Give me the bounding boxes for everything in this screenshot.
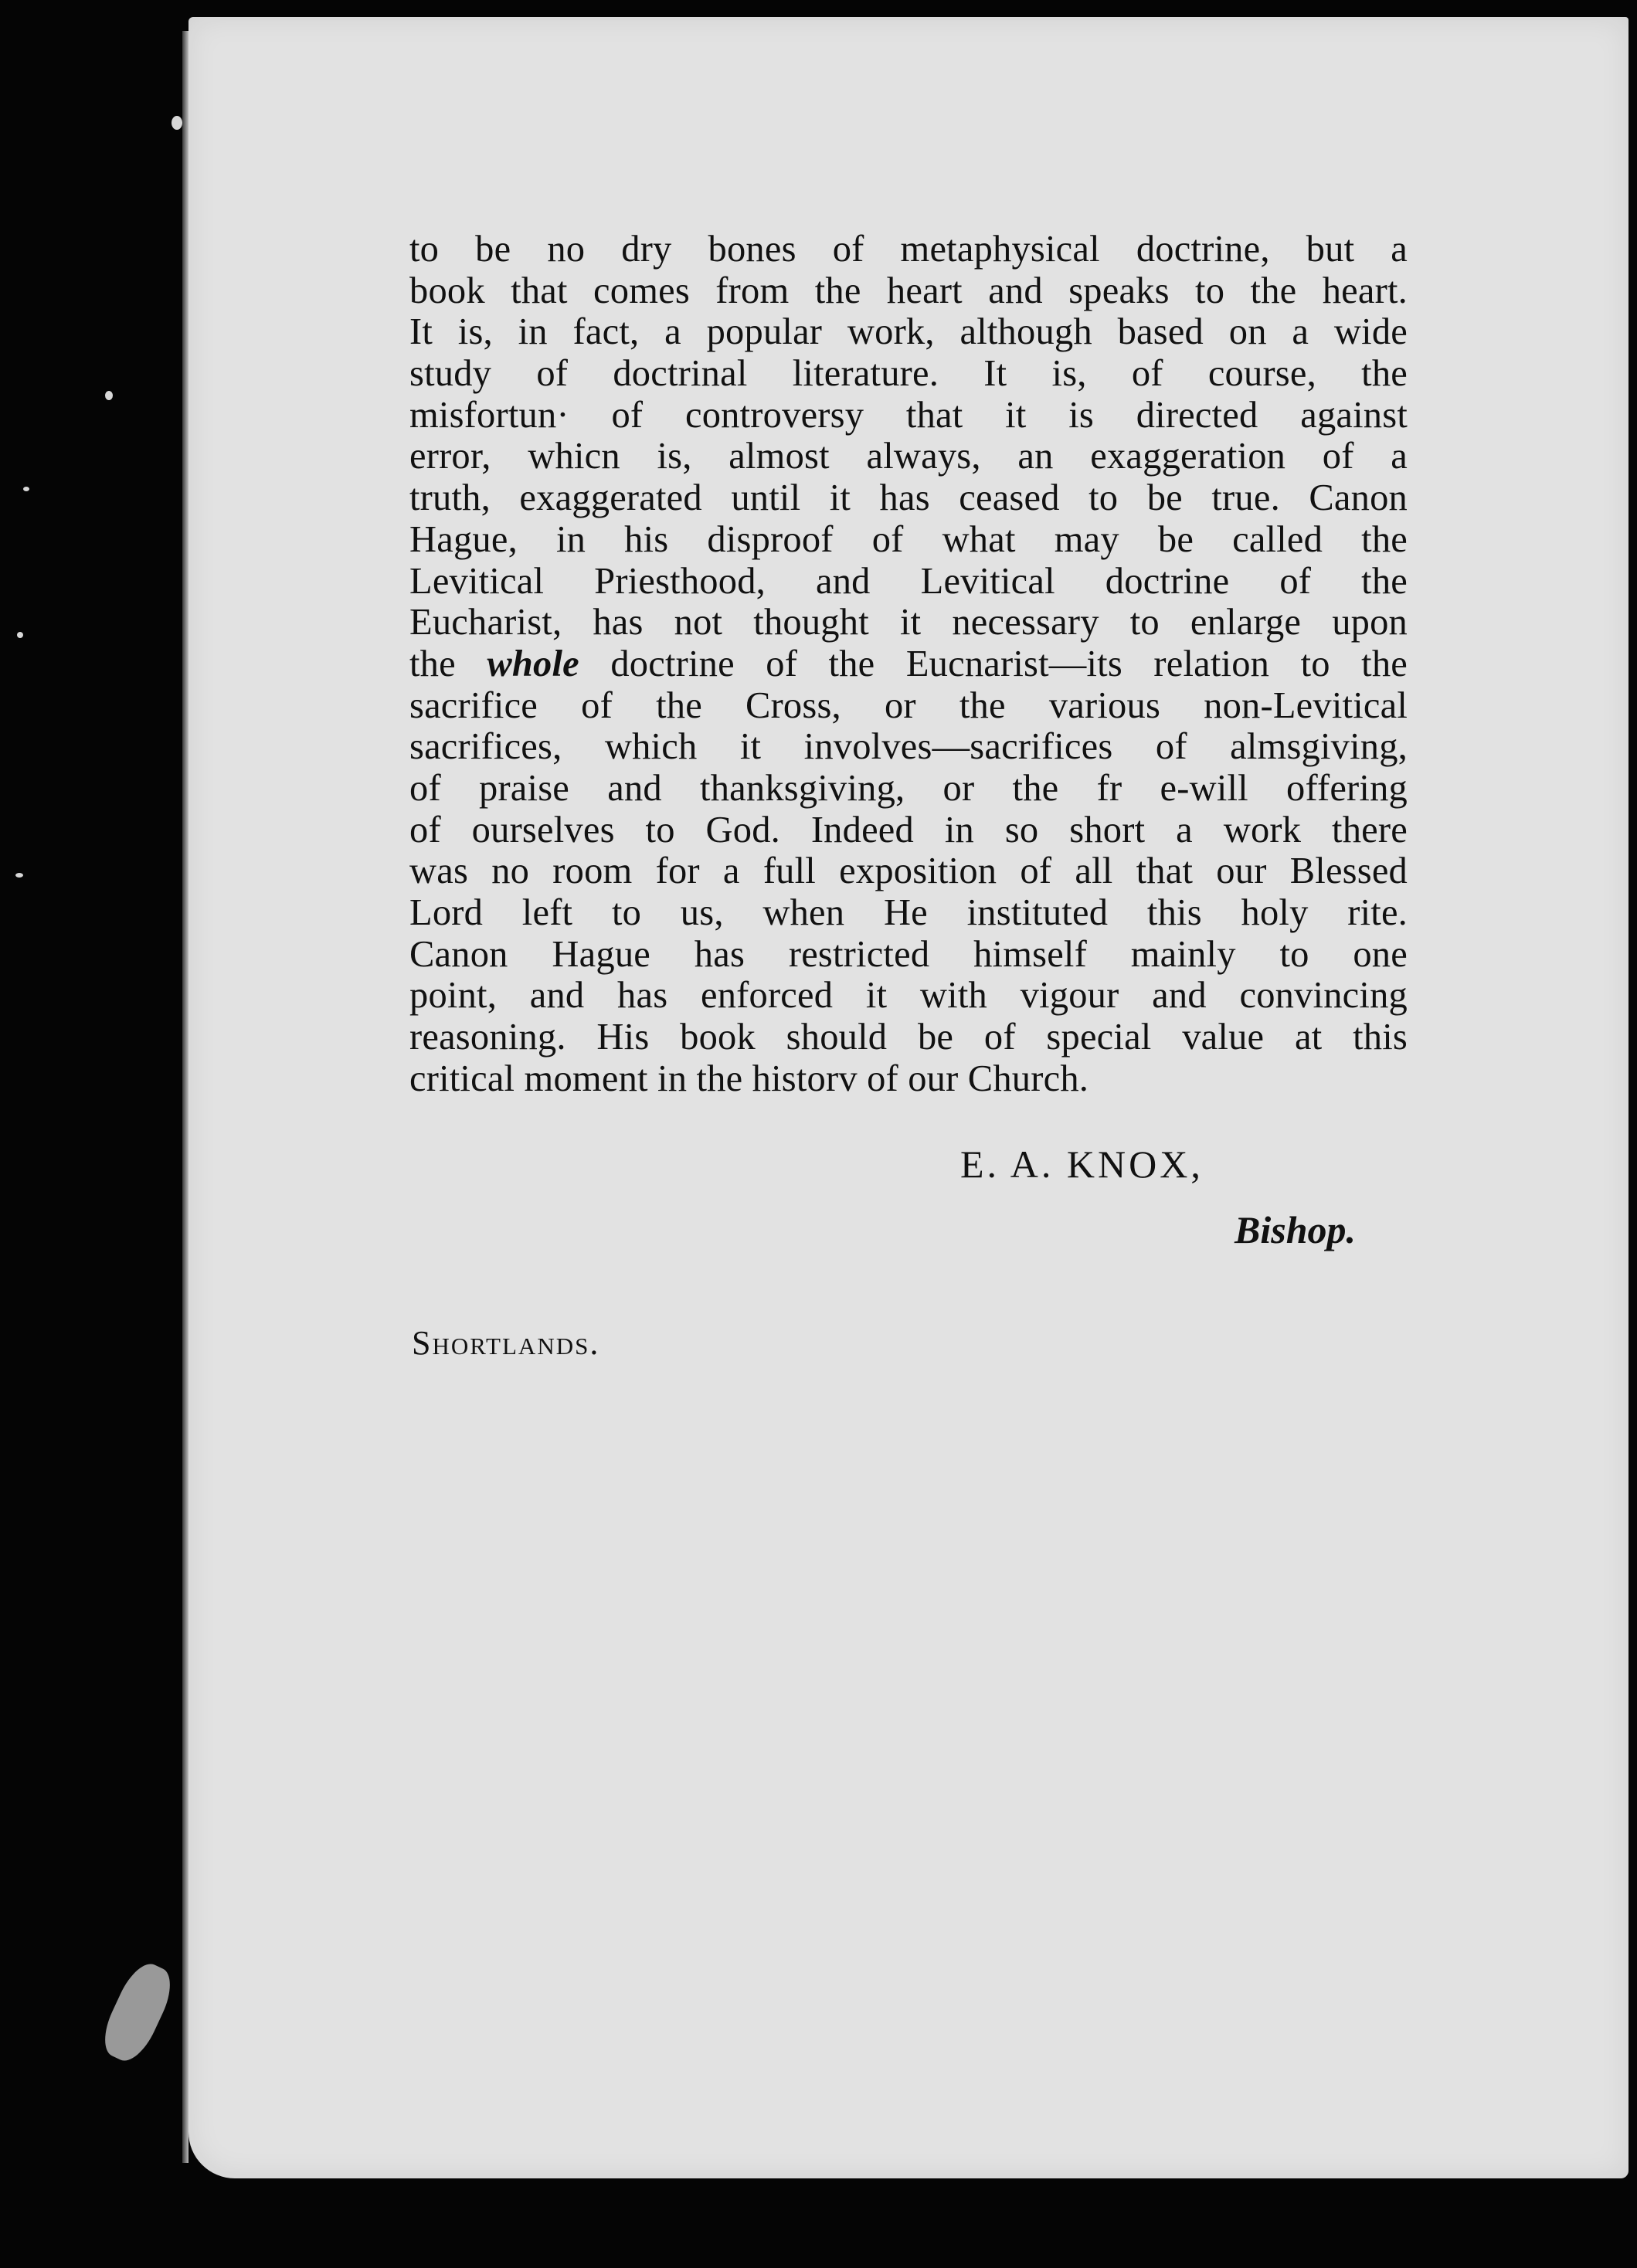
scan-speck <box>95 1957 179 2067</box>
text-line: study of doctrinal literature. It is, of course, the <box>409 353 1408 395</box>
text-line: Lord left to us, when He instituted this holy rite. <box>409 892 1408 933</box>
text-line: Hague, in his disproof of what may be called the <box>409 518 1408 560</box>
text-line: to be no dry bones of metaphysical doctrine, but a <box>409 229 1408 270</box>
page-edge <box>182 31 188 2163</box>
text-line: truth, exaggerated until it has ceased to be true. Canon <box>409 477 1408 519</box>
text-line: Eucharist, has not thought it necessary to enlarge upon <box>409 602 1408 643</box>
emphasized-word: whole <box>487 643 579 684</box>
text-line: Levitical Priesthood, and Levitical doctrine of the <box>409 560 1408 602</box>
text-line: was no room for a full exposition of all that our Blessed <box>409 850 1408 892</box>
text-fragment: doctrine of the Eucnarist—its relation to the <box>579 643 1408 684</box>
text-fragment: the <box>409 643 487 684</box>
text-line: error, whicn is, almost always, an exaggeration of a <box>409 436 1408 477</box>
scan-speck <box>17 632 23 638</box>
text-line: reasoning. His book should be of special value at this <box>409 1017 1408 1058</box>
place-name: Shortlands. <box>412 1324 600 1362</box>
text-line: of ourselves to God. Indeed in so short a work there <box>409 809 1408 850</box>
text-line: point, and has enforced it with vigour and convincing <box>409 975 1408 1017</box>
text-line: critical moment in the historv of our Church. <box>409 1058 1089 1099</box>
text-line-with-emphasis <box>409 643 1408 685</box>
text-line: It is, in fact, a popular work, although based on a wide <box>409 311 1408 353</box>
scan-speck <box>172 116 182 130</box>
scan-speck <box>23 487 29 491</box>
signature-title: Bishop. <box>1235 1208 1357 1251</box>
text-line: book that comes from the heart and speaks to the heart. <box>409 270 1408 311</box>
text-line: misfortun· of controversy that it is directed against <box>409 394 1408 436</box>
text-line: sacrifice of the Cross, or the various non-Levitical <box>409 684 1408 726</box>
text-line: sacrifices, which it involves—sacrifices of almsgiving, <box>409 726 1408 768</box>
scan-speck <box>105 391 113 400</box>
signature-name: E. A. KNOX, <box>960 1142 1204 1186</box>
text-line: Canon Hague has restricted himself mainly to one <box>409 933 1408 975</box>
text-line: of praise and thanksgiving, or the fr e-will offering <box>409 767 1408 809</box>
letter-body <box>409 229 1408 1099</box>
scan-speck <box>15 873 23 878</box>
